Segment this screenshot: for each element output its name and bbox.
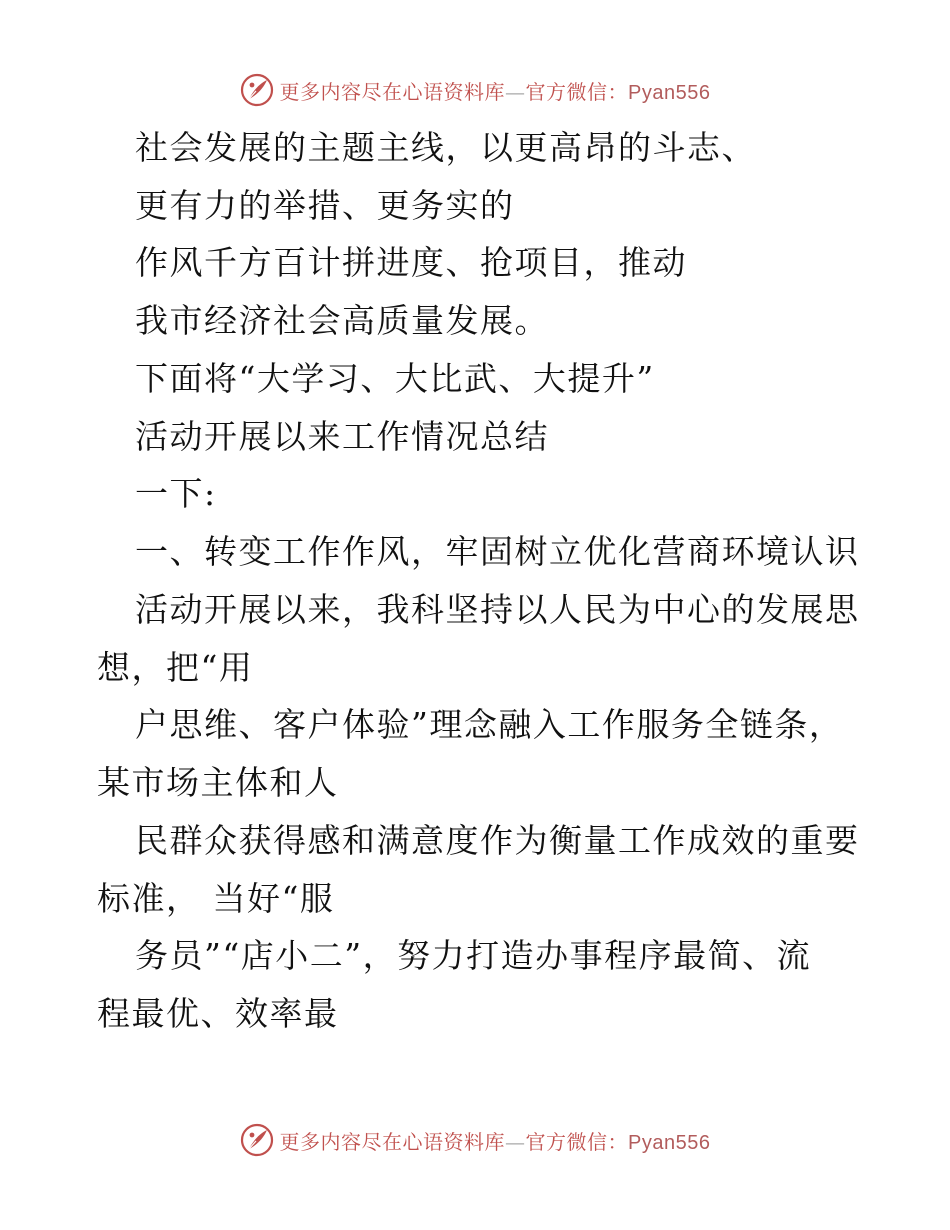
body-line: 作风千方百计拼进度、抢项目，推动 [135, 243, 687, 282]
section-heading: 一、转变工作作风，牢固树立优化营商环境认识 [135, 532, 860, 571]
feather-pen-logo-icon [240, 73, 274, 107]
body-line: 标准， 当好“服 [97, 879, 335, 918]
body-line: 务员”“店小二”，努力打造办事程序最简、流 [135, 936, 812, 975]
body-line: 某市场主体和人 [97, 763, 339, 802]
body-line: 活动开展以来工作情况总结 [135, 417, 549, 456]
body-line: 下面将“大学习、大比武、大提升” [135, 359, 655, 398]
body-line: 想，把“用 [97, 648, 254, 687]
body-line: 户思维、客户体验”理念融入工作服务全链条， [135, 705, 844, 744]
body-line: 更有力的举措、更务实的 [135, 186, 515, 225]
body-line: 社会发展的主题主线，以更高昂的斗志、 [135, 128, 756, 167]
body-line: 程最优、效率最 [97, 994, 339, 1033]
watermark-text: 更多内容尽在心语资料库—官方微信：Pyan556 [279, 79, 711, 104]
footer-watermark [0, 1120, 950, 1160]
body-line: 一下: [135, 474, 217, 513]
header-watermark [0, 70, 950, 110]
body-line: 我市经济社会高质量发展。 [135, 301, 549, 340]
feather-pen-logo-icon [240, 1123, 274, 1157]
body-line: 活动开展以来，我科坚持以人民为中心的发展思 [135, 590, 860, 629]
watermark-text: 更多内容尽在心语资料库—官方微信：Pyan556 [279, 1129, 711, 1154]
body-line: 民群众获得感和满意度作为衡量工作成效的重要 [135, 821, 860, 860]
